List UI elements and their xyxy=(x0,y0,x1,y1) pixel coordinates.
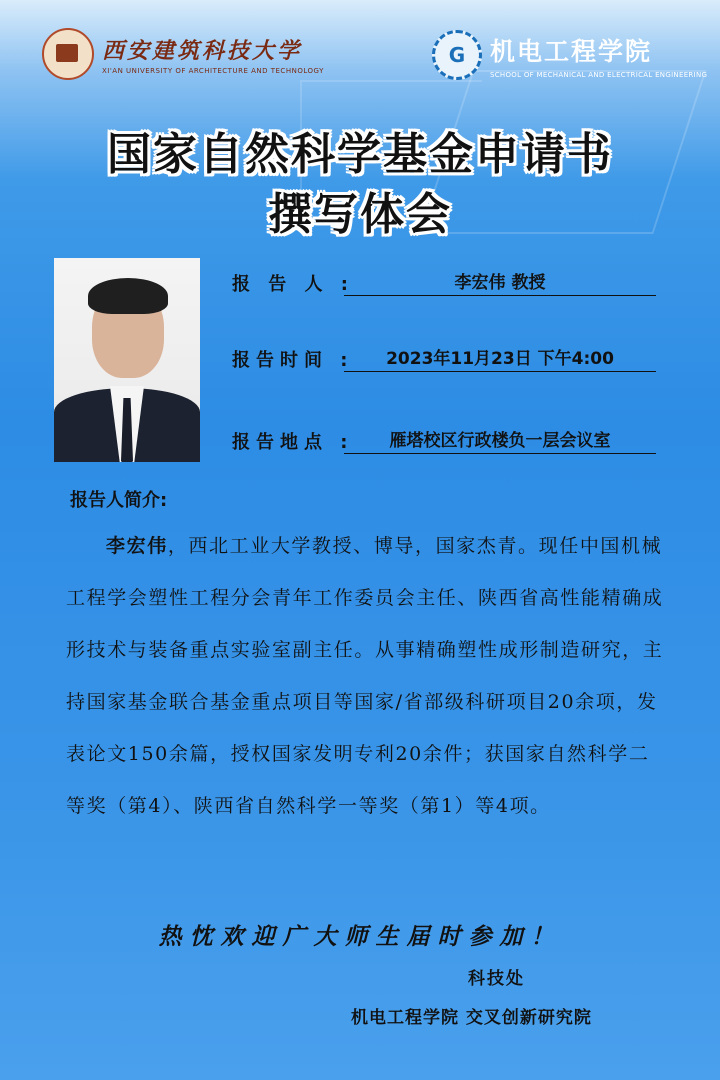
page-subtitle: 撰写体会 xyxy=(268,189,452,240)
welcome-message: 热忱欢迎广大师生届时参加！ xyxy=(158,923,562,950)
university-logo xyxy=(42,28,324,80)
organizer-office: 科技处 xyxy=(468,969,525,989)
speaker-row xyxy=(232,268,656,296)
bio-heading: 报告人简介: xyxy=(70,490,168,511)
speaker-value: 李宏伟 教授 xyxy=(344,268,656,296)
bio-paragraph xyxy=(66,520,666,832)
bio-name: 李宏伟 xyxy=(106,535,168,557)
speaker-photo xyxy=(54,258,200,462)
time-label: 报告时间 : xyxy=(232,350,354,371)
university-name-cn: 西安建筑科技大学 xyxy=(102,37,303,64)
time-value: 2023年11月23日 下午4:00 xyxy=(344,344,656,372)
page-title: 国家自然科学基金申请书 xyxy=(107,129,613,180)
organizer-schools: 机电工程学院 交叉创新研究院 xyxy=(351,1008,592,1028)
location-row xyxy=(232,426,656,454)
time-row xyxy=(232,344,656,372)
bio-text: ，西北工业大学教授、博导，国家杰青。现任中国机械工程学会塑性工程分会青年工作委员会主任、陕西省高性能精确成形技术与装备重点实验室副主任。从事精确塑性成形制造研究，主持国家基金联合基金重点项目等国家/省部级科研项目20余项，发表论文150余篇，授权国家发明专利20余件；获国家自然科学二等奖（第4）、陕西省自然科学一等奖（第1）等4项。 xyxy=(66,535,664,817)
school-name-en: SCHOOL OF MECHANICAL AND ELECTRICAL ENGINEERING xyxy=(490,70,708,79)
gear-icon: G xyxy=(432,30,482,80)
location-label: 报告地点 : xyxy=(232,432,354,453)
school-logo xyxy=(432,30,707,80)
university-seal-icon xyxy=(42,28,94,80)
speaker-label: 报 告 人 : xyxy=(232,274,354,295)
location-value: 雁塔校区行政楼负一层会议室 xyxy=(344,426,656,454)
school-name-cn: 机电工程学院 xyxy=(490,36,653,66)
university-name-en: XI'AN UNIVERSITY OF ARCHITECTURE AND TECHNOLOGY xyxy=(102,66,324,75)
